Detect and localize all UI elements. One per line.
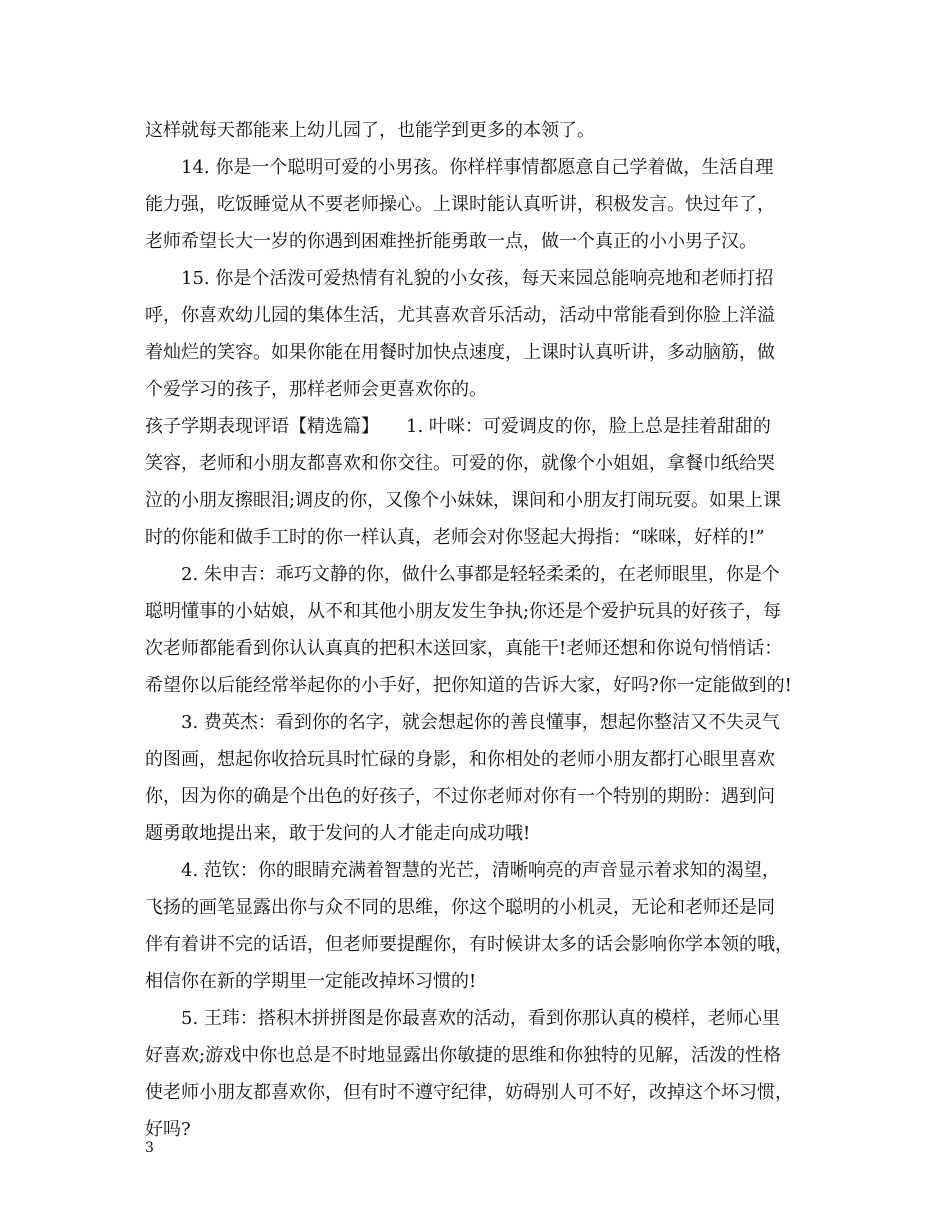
text-line: 2. 朱申吉：乖巧文静的你，做什么事都是轻轻柔柔的，在老师眼里，你是个 — [181, 564, 780, 585]
text-line: 着灿烂的笑容。如果你能在用餐时加快点速度，上课时认真听讲，多动脑筋，做 — [145, 342, 775, 363]
text-line: 好喜欢;游戏中你也总是不时地显露出你敏捷的思维和你独特的见解，活泼的性格 — [145, 1045, 782, 1066]
text-line: 伴有着讲不完的话语，但老师要提醒你，有时候讲太多的话会影响你学本领的哦， — [145, 934, 793, 955]
page-number: 3 — [145, 1140, 154, 1156]
text-line: 泣的小朋友擦眼泪;调皮的你，又像个小妹妹，课间和小朋友打闹玩耍。如果上课 — [145, 490, 782, 511]
text-line: 15. 你是个活泼可爱热情有礼貌的小女孩，每天来园总能响亮地和老师打招 — [181, 268, 774, 289]
text-line: 的图画，想起你收拾玩具时忙碌的身影，和你相处的老师小朋友都打心眼里喜欢 — [145, 749, 775, 770]
text-line: 好吗? — [145, 1119, 191, 1140]
text-line: 呼，你喜欢幼儿园的集体生活，尤其喜欢音乐活动，活动中常能看到你脸上洋溢 — [145, 305, 775, 326]
text-line: 这样就每天都能来上幼儿园了，也能学到更多的本领了。 — [145, 120, 595, 141]
text-line: 3. 费英杰：看到你的名字，就会想起你的善良懂事，想起你整洁又不失灵气 — [181, 712, 780, 733]
text-line: 你，因为你的确是个出色的好孩子，不过你老师对你有一个特别的期盼：遇到问 — [145, 786, 775, 807]
text-line: 使老师小朋友都喜欢你，但有时不遵守纪律，妨碍别人可不好，改掉这个坏习惯， — [145, 1082, 793, 1103]
text-line: 能力强，吃饭睡觉从不要老师操心。上课时能认真听讲，积极发言。快过年了， — [145, 194, 775, 215]
text-line: 次老师都能看到你认认真真的把积木送回家，真能干!老师还想和你说句悄悄话： — [145, 638, 783, 659]
text-line: 希望你以后能经常举起你的小手好，把你知道的告诉大家，好吗?你一定能做到的! — [145, 675, 792, 696]
text-line: 4. 范钦：你的眼睛充满着智慧的光芒，清晰响亮的声音显示着求知的渴望， — [181, 860, 780, 881]
text-line: 老师希望长大一岁的你遇到困难挫折能勇敢一点，做一个真正的小小男子汉。 — [145, 231, 757, 252]
text-line: 笑容，老师和小朋友都喜欢和你交往。可爱的你，就像个小姐姐，拿餐巾纸给哭 — [145, 453, 775, 474]
document-body — [145, 112, 809, 1148]
text-line: 孩子学期表现评语【精选篇】 1. 叶咪：可爱调皮的你，脸上总是挂着甜甜的 — [145, 416, 771, 437]
text-line: 聪明懂事的小姑娘，从不和其他小朋友发生争执;你还是个爱护玩具的好孩子，每 — [145, 601, 782, 622]
text-line: 14. 你是一个聪明可爱的小男孩。你样样事情都愿意自己学着做，生活自理 — [181, 157, 774, 178]
text-line: 时的你能和做手工时的你一样认真，老师会对你竖起大拇指：“咪咪，好样的!” — [145, 527, 765, 548]
text-line: 个爱学习的孩子，那样老师会更喜欢你的。 — [145, 379, 487, 400]
text-line: 5. 王玮：搭积木拼拼图是你最喜欢的活动，看到你那认真的模样，老师心里 — [181, 1008, 780, 1029]
text-line: 相信你在新的学期里一定能改掉坏习惯的! — [145, 971, 477, 992]
text-line: 题勇敢地提出来，敢于发问的人才能走向成功哦! — [145, 823, 531, 844]
text-line: 飞扬的画笔显露出你与众不同的思维，你这个聪明的小机灵，无论和老师还是同 — [145, 897, 775, 918]
